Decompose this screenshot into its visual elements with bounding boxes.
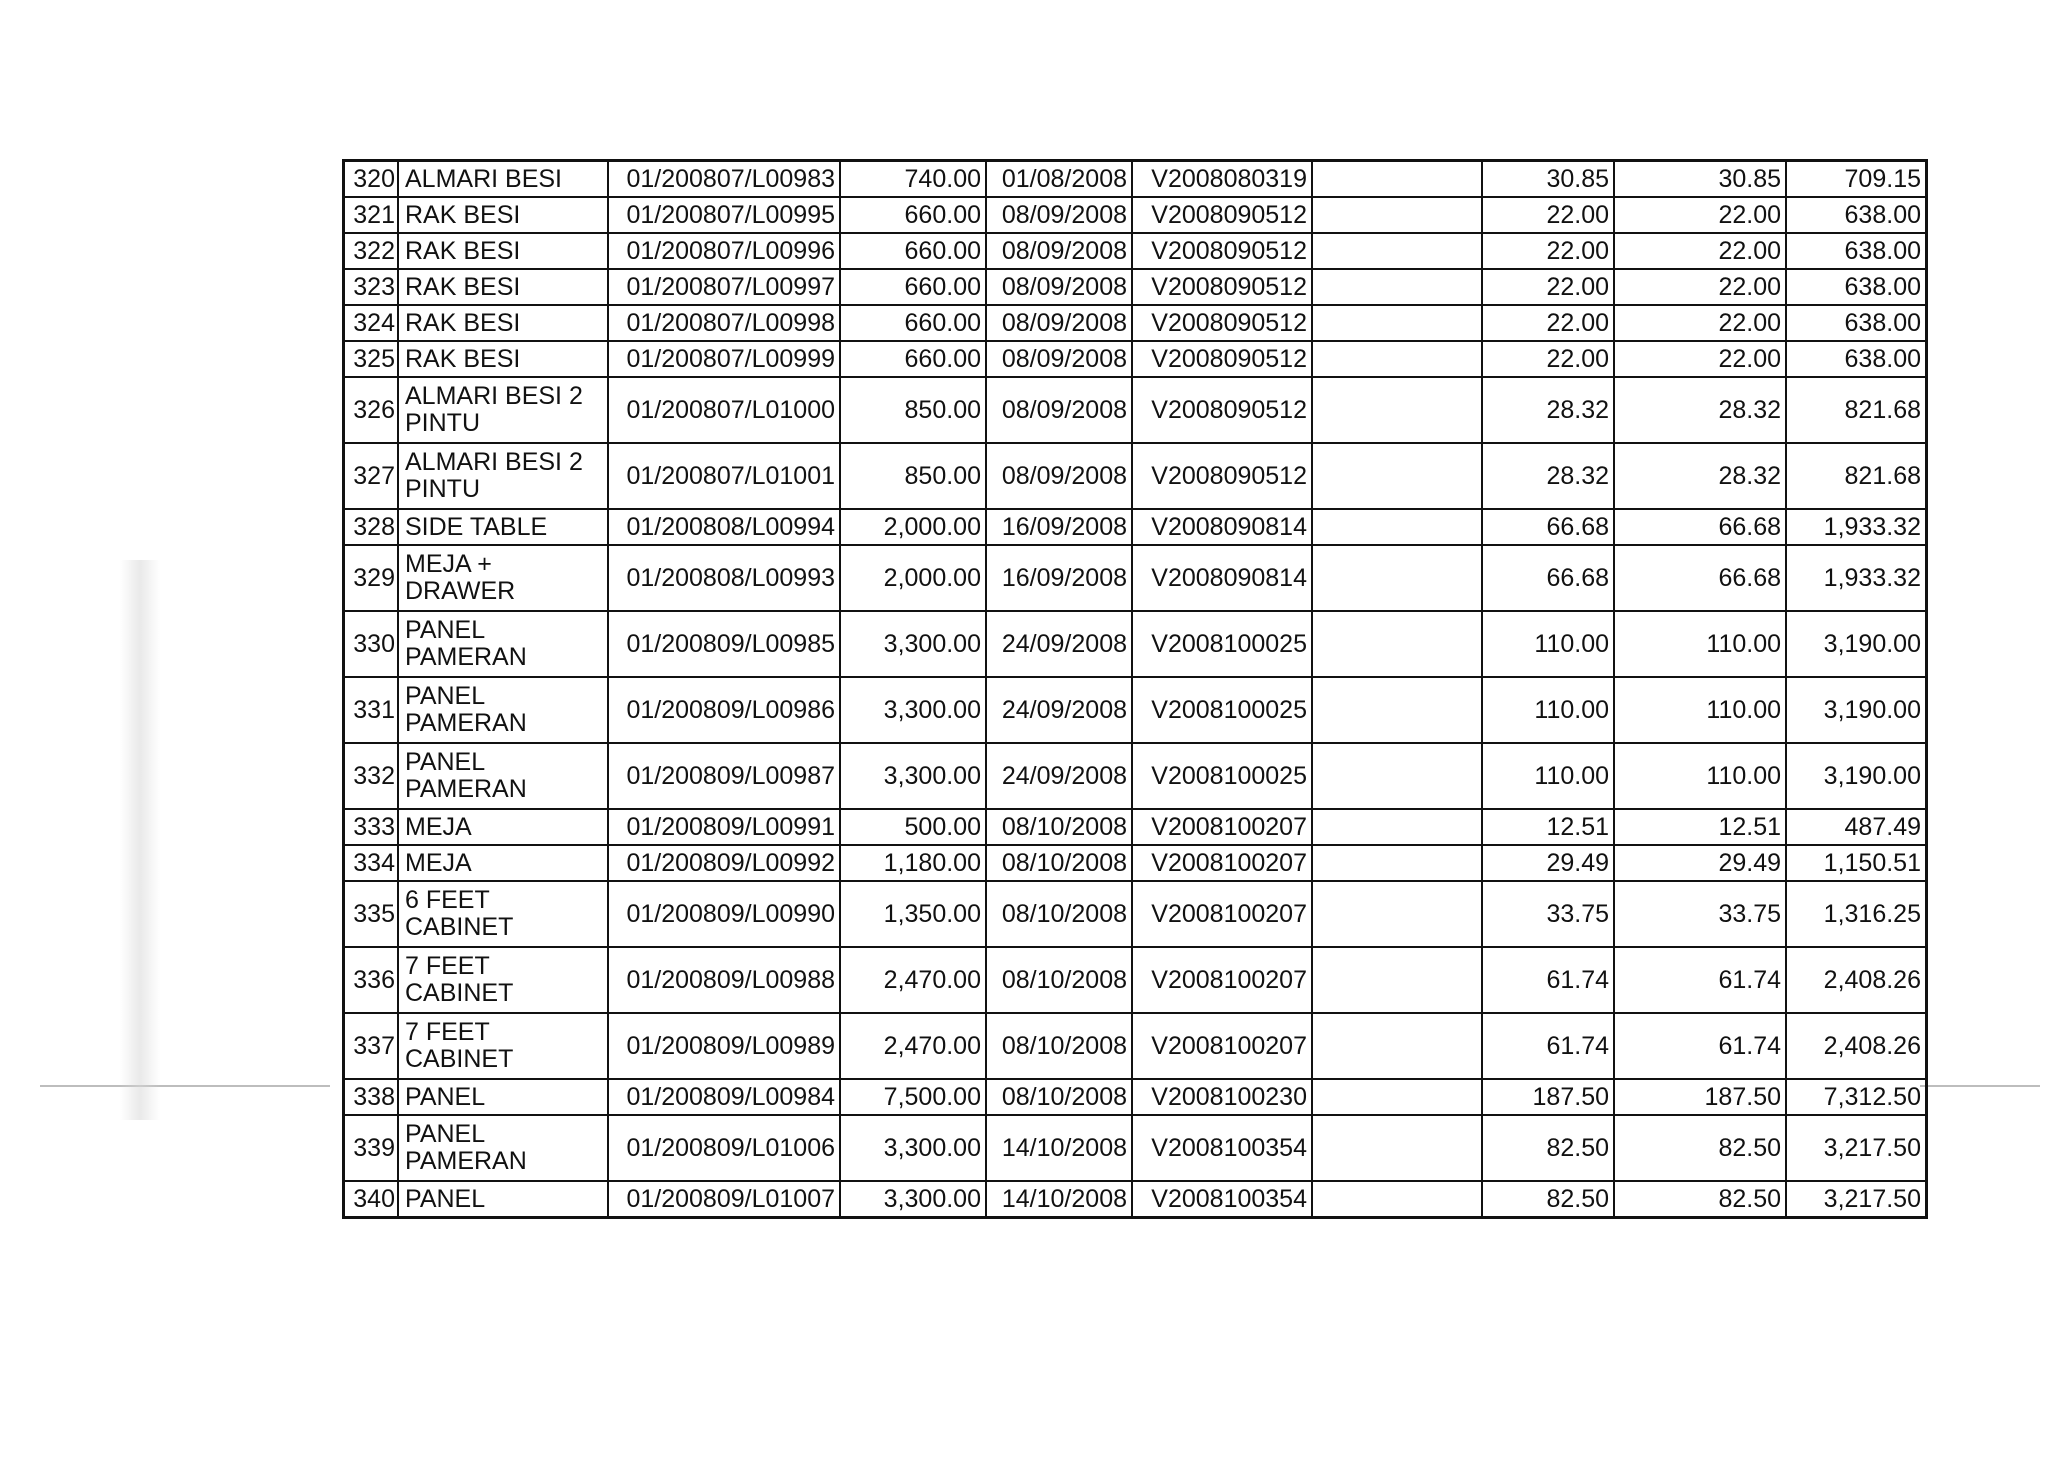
table-row: [344, 947, 1927, 1013]
net-book-value: 821.68: [1786, 443, 1927, 509]
purchase-date: 14/10/2008: [986, 1181, 1132, 1218]
asset-cost: 850.00: [840, 443, 986, 509]
depreciation: 30.85: [1482, 161, 1614, 198]
scan-smudge-left: [120, 560, 160, 1120]
asset-cost: 3,300.00: [840, 743, 986, 809]
asset-cost: 850.00: [840, 377, 986, 443]
net-book-value: 487.49: [1786, 809, 1927, 845]
net-book-value: 638.00: [1786, 197, 1927, 233]
asset-description: 7 FEET CABINET: [398, 1013, 608, 1079]
purchase-date: 24/09/2008: [986, 743, 1132, 809]
depreciation: 22.00: [1482, 269, 1614, 305]
net-book-value: 709.15: [1786, 161, 1927, 198]
asset-description: ALMARI BESI 2 PINTU: [398, 443, 608, 509]
net-book-value: 638.00: [1786, 305, 1927, 341]
purchase-date: 08/10/2008: [986, 1013, 1132, 1079]
table-row: [344, 269, 1927, 305]
row-number: 324: [344, 305, 399, 341]
purchase-date: 08/09/2008: [986, 269, 1132, 305]
empty-cell: [1312, 677, 1482, 743]
asset-description: 7 FEET CABINET: [398, 947, 608, 1013]
depreciation: 22.00: [1482, 233, 1614, 269]
accumulated-depreciation: 110.00: [1614, 677, 1786, 743]
row-number: 338: [344, 1079, 399, 1115]
table-row: [344, 305, 1927, 341]
depreciation: 110.00: [1482, 611, 1614, 677]
empty-cell: [1312, 809, 1482, 845]
depreciation: 110.00: [1482, 677, 1614, 743]
net-book-value: 1,150.51: [1786, 845, 1927, 881]
net-book-value: 638.00: [1786, 269, 1927, 305]
purchase-date: 16/09/2008: [986, 509, 1132, 545]
purchase-date: 08/10/2008: [986, 1079, 1132, 1115]
voucher-number: V2008090512: [1132, 443, 1312, 509]
row-number: 326: [344, 377, 399, 443]
row-number: 328: [344, 509, 399, 545]
table-row: [344, 1013, 1927, 1079]
asset-reference: 01/200807/L00996: [608, 233, 840, 269]
depreciation: 29.49: [1482, 845, 1614, 881]
depreciation: 22.00: [1482, 341, 1614, 377]
table-row: [344, 233, 1927, 269]
accumulated-depreciation: 22.00: [1614, 269, 1786, 305]
voucher-number: V2008100207: [1132, 947, 1312, 1013]
asset-reference: 01/200809/L00989: [608, 1013, 840, 1079]
empty-cell: [1312, 509, 1482, 545]
row-number: 334: [344, 845, 399, 881]
accumulated-depreciation: 66.68: [1614, 509, 1786, 545]
asset-cost: 660.00: [840, 341, 986, 377]
accumulated-depreciation: 82.50: [1614, 1115, 1786, 1181]
empty-cell: [1312, 443, 1482, 509]
voucher-number: V2008090512: [1132, 341, 1312, 377]
empty-cell: [1312, 1115, 1482, 1181]
asset-reference: 01/200809/L00992: [608, 845, 840, 881]
accumulated-depreciation: 187.50: [1614, 1079, 1786, 1115]
asset-register-table: [342, 159, 1928, 1219]
accumulated-depreciation: 22.00: [1614, 233, 1786, 269]
voucher-number: V2008100207: [1132, 845, 1312, 881]
empty-cell: [1312, 1079, 1482, 1115]
purchase-date: 08/10/2008: [986, 845, 1132, 881]
empty-cell: [1312, 881, 1482, 947]
accumulated-depreciation: 28.32: [1614, 377, 1786, 443]
voucher-number: V2008100230: [1132, 1079, 1312, 1115]
voucher-number: V2008100207: [1132, 1013, 1312, 1079]
accumulated-depreciation: 28.32: [1614, 443, 1786, 509]
accumulated-depreciation: 33.75: [1614, 881, 1786, 947]
voucher-number: V2008090512: [1132, 377, 1312, 443]
net-book-value: 3,217.50: [1786, 1115, 1927, 1181]
asset-reference: 01/200807/L00998: [608, 305, 840, 341]
net-book-value: 3,217.50: [1786, 1181, 1927, 1218]
depreciation: 22.00: [1482, 197, 1614, 233]
asset-description: MEJA: [398, 809, 608, 845]
asset-description: PANEL: [398, 1079, 608, 1115]
empty-cell: [1312, 197, 1482, 233]
table-row: [344, 809, 1927, 845]
depreciation: 187.50: [1482, 1079, 1614, 1115]
asset-description: RAK BESI: [398, 197, 608, 233]
table-row: [344, 545, 1927, 611]
depreciation: 82.50: [1482, 1115, 1614, 1181]
net-book-value: 2,408.26: [1786, 947, 1927, 1013]
asset-cost: 2,470.00: [840, 947, 986, 1013]
asset-reference: 01/200809/L00988: [608, 947, 840, 1013]
empty-cell: [1312, 233, 1482, 269]
depreciation: 22.00: [1482, 305, 1614, 341]
net-book-value: 1,316.25: [1786, 881, 1927, 947]
voucher-number: V2008090512: [1132, 233, 1312, 269]
asset-cost: 2,000.00: [840, 509, 986, 545]
net-book-value: 2,408.26: [1786, 1013, 1927, 1079]
asset-cost: 2,000.00: [840, 545, 986, 611]
asset-reference: 01/200809/L00987: [608, 743, 840, 809]
table-row: [344, 197, 1927, 233]
table-row: [344, 1079, 1927, 1115]
voucher-number: V2008100025: [1132, 677, 1312, 743]
asset-reference: 01/200808/L00994: [608, 509, 840, 545]
asset-description: PANEL: [398, 1181, 608, 1218]
asset-cost: 660.00: [840, 197, 986, 233]
asset-reference: 01/200807/L00997: [608, 269, 840, 305]
asset-description: MEJA + DRAWER: [398, 545, 608, 611]
row-number: 323: [344, 269, 399, 305]
asset-description: RAK BESI: [398, 233, 608, 269]
asset-reference: 01/200809/L00991: [608, 809, 840, 845]
asset-reference: 01/200807/L00995: [608, 197, 840, 233]
row-number: 320: [344, 161, 399, 198]
asset-cost: 3,300.00: [840, 1115, 986, 1181]
voucher-number: V2008100025: [1132, 743, 1312, 809]
asset-reference: 01/200809/L00985: [608, 611, 840, 677]
voucher-number: V2008100025: [1132, 611, 1312, 677]
voucher-number: V2008100354: [1132, 1115, 1312, 1181]
asset-cost: 2,470.00: [840, 1013, 986, 1079]
empty-cell: [1312, 1181, 1482, 1218]
asset-description: RAK BESI: [398, 269, 608, 305]
purchase-date: 08/09/2008: [986, 443, 1132, 509]
row-number: 333: [344, 809, 399, 845]
accumulated-depreciation: 110.00: [1614, 743, 1786, 809]
voucher-number: V2008080319: [1132, 161, 1312, 198]
asset-cost: 3,300.00: [840, 1181, 986, 1218]
purchase-date: 08/09/2008: [986, 197, 1132, 233]
asset-description: RAK BESI: [398, 305, 608, 341]
purchase-date: 08/09/2008: [986, 377, 1132, 443]
table-row: [344, 845, 1927, 881]
depreciation: 28.32: [1482, 377, 1614, 443]
purchase-date: 24/09/2008: [986, 677, 1132, 743]
depreciation: 61.74: [1482, 1013, 1614, 1079]
empty-cell: [1312, 545, 1482, 611]
asset-cost: 1,180.00: [840, 845, 986, 881]
asset-description: PANEL PAMERAN: [398, 743, 608, 809]
voucher-number: V2008100207: [1132, 881, 1312, 947]
row-number: 337: [344, 1013, 399, 1079]
empty-cell: [1312, 161, 1482, 198]
depreciation: 12.51: [1482, 809, 1614, 845]
table-row: [344, 443, 1927, 509]
asset-description: MEJA: [398, 845, 608, 881]
row-number: 321: [344, 197, 399, 233]
row-number: 330: [344, 611, 399, 677]
asset-cost: 660.00: [840, 269, 986, 305]
empty-cell: [1312, 611, 1482, 677]
depreciation: 66.68: [1482, 509, 1614, 545]
depreciation: 28.32: [1482, 443, 1614, 509]
asset-reference: 01/200807/L01000: [608, 377, 840, 443]
net-book-value: 3,190.00: [1786, 611, 1927, 677]
empty-cell: [1312, 845, 1482, 881]
asset-reference: 01/200809/L01006: [608, 1115, 840, 1181]
row-number: 340: [344, 1181, 399, 1218]
table-row: [344, 1115, 1927, 1181]
net-book-value: 1,933.32: [1786, 509, 1927, 545]
asset-reference: 01/200809/L00990: [608, 881, 840, 947]
accumulated-depreciation: 82.50: [1614, 1181, 1786, 1218]
asset-cost: 500.00: [840, 809, 986, 845]
asset-reference: 01/200809/L00986: [608, 677, 840, 743]
table-row: [344, 377, 1927, 443]
empty-cell: [1312, 377, 1482, 443]
empty-cell: [1312, 1013, 1482, 1079]
accumulated-depreciation: 22.00: [1614, 341, 1786, 377]
net-book-value: 3,190.00: [1786, 677, 1927, 743]
accumulated-depreciation: 30.85: [1614, 161, 1786, 198]
asset-reference: 01/200807/L00983: [608, 161, 840, 198]
purchase-date: 08/09/2008: [986, 341, 1132, 377]
net-book-value: 821.68: [1786, 377, 1927, 443]
net-book-value: 3,190.00: [1786, 743, 1927, 809]
asset-description: PANEL PAMERAN: [398, 677, 608, 743]
net-book-value: 7,312.50: [1786, 1079, 1927, 1115]
depreciation: 33.75: [1482, 881, 1614, 947]
depreciation: 66.68: [1482, 545, 1614, 611]
table-row: [344, 509, 1927, 545]
net-book-value: 638.00: [1786, 341, 1927, 377]
empty-cell: [1312, 743, 1482, 809]
asset-description: PANEL PAMERAN: [398, 611, 608, 677]
asset-description: ALMARI BESI: [398, 161, 608, 198]
asset-cost: 3,300.00: [840, 677, 986, 743]
accumulated-depreciation: 22.00: [1614, 197, 1786, 233]
table-row: [344, 743, 1927, 809]
depreciation: 110.00: [1482, 743, 1614, 809]
empty-cell: [1312, 269, 1482, 305]
purchase-date: 08/10/2008: [986, 881, 1132, 947]
row-number: 327: [344, 443, 399, 509]
purchase-date: 14/10/2008: [986, 1115, 1132, 1181]
table-row: [344, 611, 1927, 677]
table-row: [344, 341, 1927, 377]
empty-cell: [1312, 341, 1482, 377]
asset-cost: 660.00: [840, 233, 986, 269]
row-number: 336: [344, 947, 399, 1013]
asset-cost: 740.00: [840, 161, 986, 198]
depreciation: 61.74: [1482, 947, 1614, 1013]
row-number: 322: [344, 233, 399, 269]
purchase-date: 08/09/2008: [986, 233, 1132, 269]
purchase-date: 08/09/2008: [986, 305, 1132, 341]
row-number: 339: [344, 1115, 399, 1181]
voucher-number: V2008090512: [1132, 305, 1312, 341]
voucher-number: V2008090814: [1132, 509, 1312, 545]
accumulated-depreciation: 61.74: [1614, 947, 1786, 1013]
asset-reference: 01/200808/L00993: [608, 545, 840, 611]
asset-description: 6 FEET CABINET: [398, 881, 608, 947]
empty-cell: [1312, 305, 1482, 341]
accumulated-depreciation: 29.49: [1614, 845, 1786, 881]
purchase-date: 08/10/2008: [986, 947, 1132, 1013]
voucher-number: V2008090512: [1132, 269, 1312, 305]
purchase-date: 01/08/2008: [986, 161, 1132, 198]
voucher-number: V2008090814: [1132, 545, 1312, 611]
table-row: [344, 1181, 1927, 1218]
row-number: 331: [344, 677, 399, 743]
asset-description: ALMARI BESI 2 PINTU: [398, 377, 608, 443]
voucher-number: V2008100354: [1132, 1181, 1312, 1218]
asset-cost: 1,350.00: [840, 881, 986, 947]
purchase-date: 24/09/2008: [986, 611, 1132, 677]
net-book-value: 1,933.32: [1786, 545, 1927, 611]
asset-reference: 01/200807/L00999: [608, 341, 840, 377]
asset-register-body: [344, 161, 1927, 1218]
accumulated-depreciation: 61.74: [1614, 1013, 1786, 1079]
row-number: 329: [344, 545, 399, 611]
accumulated-depreciation: 22.00: [1614, 305, 1786, 341]
asset-description: PANEL PAMERAN: [398, 1115, 608, 1181]
voucher-number: V2008100207: [1132, 809, 1312, 845]
asset-reference: 01/200807/L01001: [608, 443, 840, 509]
asset-description: RAK BESI: [398, 341, 608, 377]
row-number: 325: [344, 341, 399, 377]
depreciation: 82.50: [1482, 1181, 1614, 1218]
empty-cell: [1312, 947, 1482, 1013]
accumulated-depreciation: 110.00: [1614, 611, 1786, 677]
asset-reference: 01/200809/L01007: [608, 1181, 840, 1218]
table-row: [344, 161, 1927, 198]
asset-cost: 7,500.00: [840, 1079, 986, 1115]
asset-cost: 3,300.00: [840, 611, 986, 677]
purchase-date: 16/09/2008: [986, 545, 1132, 611]
table-row: [344, 677, 1927, 743]
accumulated-depreciation: 12.51: [1614, 809, 1786, 845]
asset-description: SIDE TABLE: [398, 509, 608, 545]
purchase-date: 08/10/2008: [986, 809, 1132, 845]
voucher-number: V2008090512: [1132, 197, 1312, 233]
net-book-value: 638.00: [1786, 233, 1927, 269]
scan-fold-line-left: [40, 1085, 330, 1087]
row-number: 335: [344, 881, 399, 947]
table-row: [344, 881, 1927, 947]
asset-cost: 660.00: [840, 305, 986, 341]
accumulated-depreciation: 66.68: [1614, 545, 1786, 611]
scan-fold-line-right: [1920, 1085, 2040, 1087]
asset-reference: 01/200809/L00984: [608, 1079, 840, 1115]
row-number: 332: [344, 743, 399, 809]
